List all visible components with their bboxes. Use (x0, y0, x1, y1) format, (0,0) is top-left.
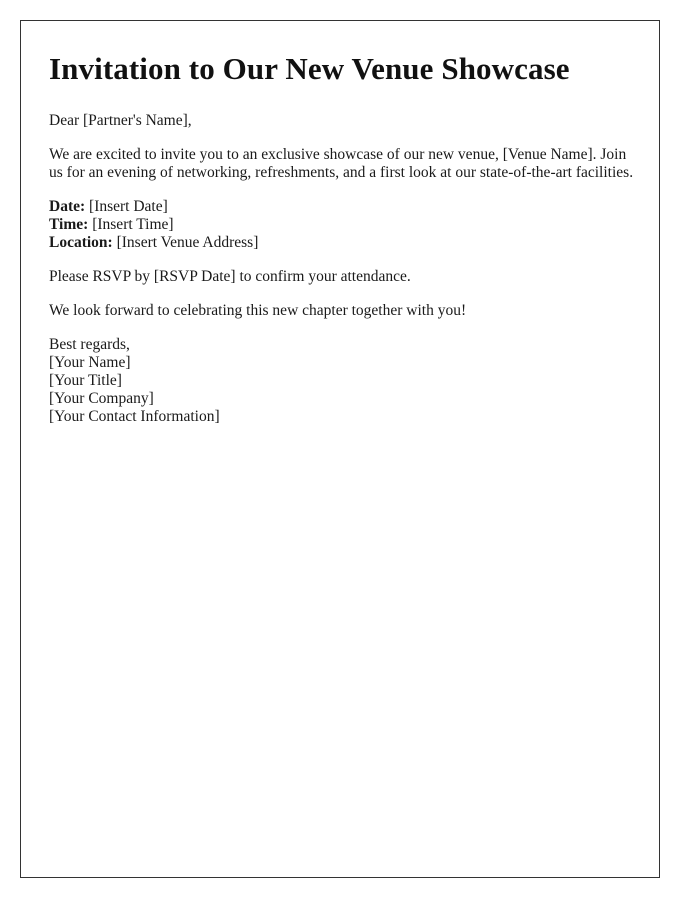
signoff-block (49, 336, 634, 426)
sender-title: [Your Title] (49, 372, 122, 389)
letter-page (20, 20, 660, 878)
location-line (49, 234, 634, 252)
location-label: Location: (49, 234, 113, 251)
sender-company: [Your Company] (49, 390, 154, 407)
closing-paragraph: We look forward to celebrating this new chapter together with you! (49, 302, 467, 319)
time-value: [Insert Time] (88, 216, 174, 233)
rsvp-paragraph: Please RSVP by [RSVP Date] to confirm your attendance. (49, 268, 411, 285)
greeting: Dear [Partner's Name], (49, 112, 192, 129)
regards: Best regards, (49, 336, 130, 353)
location-value: [Insert Venue Address] (112, 234, 259, 251)
letter-title: Invitation to Our New Venue Showcase (49, 51, 570, 86)
sender-name: [Your Name] (49, 354, 131, 371)
time-label: Time: (49, 216, 89, 233)
letter-body (49, 49, 634, 426)
sender-contact: [Your Contact Information] (49, 408, 220, 425)
time-line (49, 216, 634, 234)
date-line (49, 198, 634, 216)
intro-paragraph: We are excited to invite you to an exclusive showcase of our new venue, [Venue Name]. Join us for an evening of networking, refreshments, and a first look at our state-of-the-art facilities. (49, 146, 634, 181)
date-label: Date: (49, 198, 86, 215)
date-value: [Insert Date] (85, 198, 168, 215)
event-details (49, 198, 634, 252)
